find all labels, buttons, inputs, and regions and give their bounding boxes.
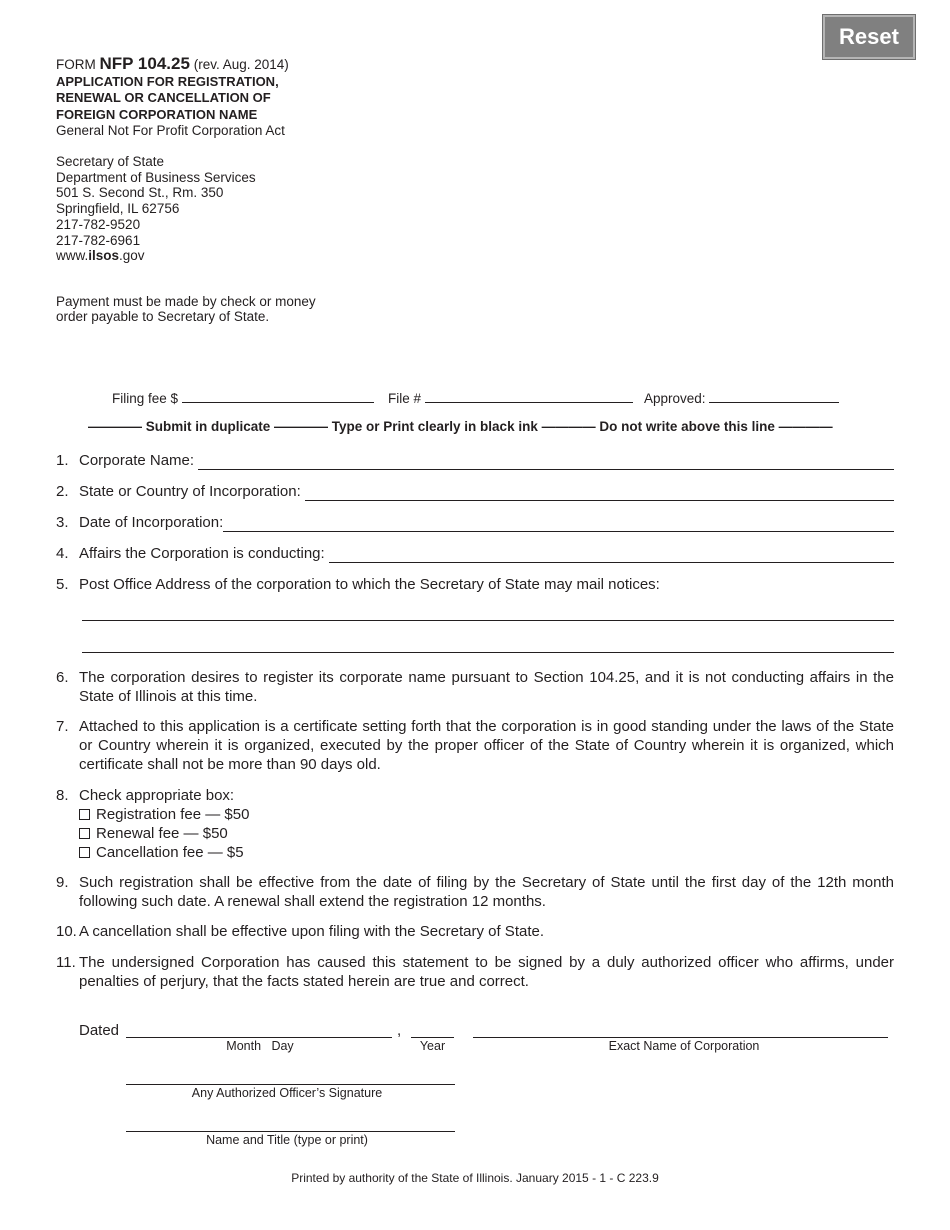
item-text: The undersigned Corporation has caused this statement to be signed by a duly authorized officer who affirms, under penalties of perjury, that the facts stated herein are true and correct. [79,954,894,990]
item-10 [56,922,894,942]
item-number: 10. [56,923,77,940]
address-line: 501 S. Second St., Rm. 350 [56,185,224,201]
filing-fee-line[interactable] [182,388,374,403]
corporate-name-field[interactable] [198,452,894,470]
renewal-fee-option[interactable] [79,824,894,843]
renewal-fee-checkbox[interactable] [79,828,90,839]
filing-fee-label: Filing fee $ [112,391,179,406]
date-incorporation-label: Date of Incorporation: [79,514,224,531]
item-date-incorporation [56,513,894,533]
item-number: 5. [56,576,69,593]
registration-fee-checkbox[interactable] [79,809,90,820]
item-mailing-address [56,575,894,595]
item-8 [56,786,894,866]
item-7 [56,717,894,777]
officer-signature-field[interactable] [126,1084,455,1085]
date-month-day-field[interactable] [126,1037,392,1038]
item-11 [56,953,894,993]
payment-line: Payment must be made by check or money [56,294,316,309]
phone-line: 217-782-6961 [56,232,141,248]
year-caption: Year [419,1039,446,1053]
date-year-field[interactable] [411,1037,454,1038]
item-number: 11. [56,954,76,971]
date-incorporation-field[interactable] [223,514,894,532]
reset-button[interactable]: Reset [823,15,915,59]
affairs-field[interactable] [329,545,894,563]
month-day-caption: Month Day [226,1039,294,1053]
registration-fee-label: Registration fee — $50 [96,806,250,823]
corporate-name-label: Corporate Name: [79,452,195,469]
file-number-line[interactable] [425,388,633,403]
dated-label: Dated [79,1022,120,1039]
cancellation-fee-label: Cancellation fee — $5 [96,844,244,861]
officer-signature-caption: Any Authorized Officer’s Signature [191,1086,383,1100]
form-title-line: APPLICATION FOR REGISTRATION, [56,73,279,89]
website-link[interactable]: www.ilsos.gov [56,248,145,264]
registration-fee-option[interactable] [79,805,894,824]
form-prefix: FORM [56,57,96,72]
form-title-line: RENEWAL OR CANCELLATION OF [56,90,271,105]
mailing-address-field-2[interactable] [82,652,894,653]
item-number: 9. [56,874,69,891]
item-affairs [56,544,894,564]
item-9 [56,873,894,913]
mailing-address-label: Post Office Address of the corporation to which the Secretary of State may mail notices: [79,576,660,593]
item-number: 6. [56,669,69,686]
state-country-label: State or Country of Incorporation: [79,483,301,500]
item-number: 1. [56,452,69,469]
form-act: General Not For Profit Corporation Act [56,123,285,138]
file-number-label: File # [388,391,422,406]
agency-address [56,154,256,264]
item-6 [56,668,894,708]
item-number: 8. [56,787,69,804]
item-text: The corporation desires to register its corporate name pursuant to Section 104.25, and it is not conducting affairs in the State of Illinois at this time. [79,669,894,705]
check-box-label: Check appropriate box: [79,787,235,804]
approved-field[interactable] [644,388,839,406]
item-number: 3. [56,514,69,531]
filing-fee-field[interactable] [112,388,374,406]
payment-note [56,294,316,324]
state-country-field[interactable] [305,483,894,501]
address-line: Department of Business Services [56,169,256,185]
item-state-country [56,482,894,502]
item-number: 7. [56,718,69,735]
cancellation-fee-checkbox[interactable] [79,847,90,858]
date-comma: , [397,1022,402,1039]
mailing-address-field-1[interactable] [82,620,894,621]
address-line: Secretary of State [56,154,165,169]
item-number: 2. [56,483,69,500]
form-number-line [56,56,289,74]
item-text: Such registration shall be effective from the date of filing by the Secretary of State until the first day of the 12th month following such date. A renewal shall extend the registration 12 months. [79,874,894,910]
item-number: 4. [56,545,69,562]
name-title-field[interactable] [126,1131,455,1132]
affairs-label: Affairs the Corporation is conducting: [79,545,325,562]
form-number: NFP 104.25 [99,54,190,73]
cancellation-fee-option[interactable] [79,843,894,862]
renewal-fee-label: Renewal fee — $50 [96,825,228,842]
phone-line: 217-782-9520 [56,216,141,232]
approved-label: Approved: [644,391,706,406]
form-title-line: FOREIGN CORPORATION NAME [56,106,258,122]
item-text: Attached to this application is a certificate setting forth that the corporation is in good standing under the laws of the State or Country wherein it is organized, executed by the proper officer of the State of Country wherein it is organized, which certificate shall not be more than 90 days old. [79,718,894,773]
name-title-caption: Name and Title (type or print) [206,1133,368,1147]
form-header [56,56,289,140]
item-text: A cancellation shall be effective upon filing with the Secretary of State. [79,923,544,940]
payment-line: order payable to Secretary of State. [56,309,270,324]
form-revision: (rev. Aug. 2014) [193,57,289,72]
approved-line[interactable] [709,388,839,403]
file-number-field[interactable] [388,388,633,406]
submit-instructions: ———— Submit in duplicate ———— Type or Print clearly in black ink ———— Do not write above this line ———— [88,419,833,434]
footer-authority: Printed by authority of the State of Illinois. January 2015 - 1 - C 223.9 [291,1171,659,1185]
item-corporate-name [56,451,894,471]
exact-name-field[interactable] [473,1037,888,1038]
address-line: Springfield, IL 62756 [56,201,180,217]
exact-name-caption: Exact Name of Corporation [608,1039,760,1053]
